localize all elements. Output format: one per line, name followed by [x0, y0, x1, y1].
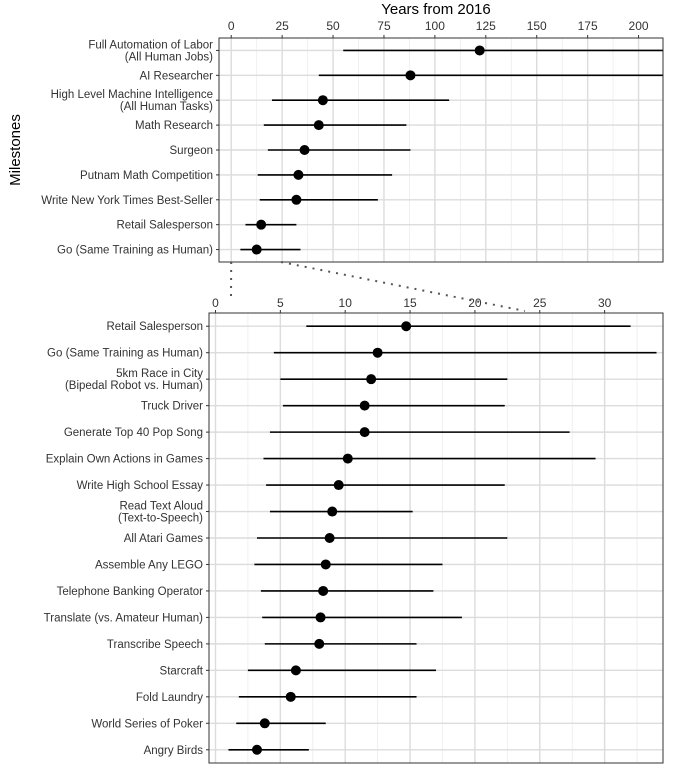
- x-tick-label: 20: [468, 296, 482, 310]
- x-tick-label: 0: [227, 19, 235, 33]
- median-point: [316, 612, 326, 622]
- median-point: [314, 639, 324, 649]
- x-tick-label: 200: [628, 19, 649, 33]
- median-point: [373, 348, 383, 358]
- x-tick-label: 100: [424, 19, 445, 33]
- milestone-label-line: (All Human Jobs): [124, 51, 213, 64]
- milestone-label-line: Putnam Math Competition: [80, 169, 213, 182]
- milestone-label-line: AI Researcher: [139, 70, 213, 83]
- x-tick-label: 25: [275, 19, 289, 33]
- x-tick-label: 175: [577, 19, 598, 33]
- milestone-label: [139, 70, 213, 82]
- median-point: [318, 586, 328, 596]
- milestone-label-line: Retail Salesperson: [116, 219, 213, 232]
- milestone-label-line: Read Text Aloud: [119, 500, 203, 513]
- milestone-label: [141, 401, 203, 413]
- median-point: [325, 533, 335, 543]
- milestone-label-line: Fold Laundry: [135, 691, 203, 704]
- median-point: [321, 559, 331, 569]
- milestone-label-line: (Bipedal Robot vs. Human): [64, 380, 203, 393]
- milestone-label: [95, 559, 203, 571]
- milestone-label: [144, 745, 204, 757]
- median-point: [343, 454, 353, 464]
- milestone-label-line: Go (Same Training as Human): [47, 347, 203, 360]
- milestone-label: [88, 39, 213, 63]
- milestone-label-line: 5km Race in City: [116, 368, 203, 381]
- milestone-label-line: (Text-to-Speech): [117, 512, 203, 525]
- median-point: [291, 665, 301, 675]
- milestone-label-line: Write New York Times Best-Seller: [41, 194, 213, 207]
- milestone-label: [91, 718, 203, 730]
- milestone-label-line: Retail Salesperson: [106, 321, 203, 334]
- milestone-label: [64, 427, 203, 439]
- milestone-label: [41, 195, 213, 207]
- median-point: [405, 70, 415, 80]
- x-tick-label: 75: [377, 19, 391, 33]
- milestone-label-line: Angry Birds: [143, 744, 203, 757]
- milestone-label-line: World Series of Poker: [91, 718, 203, 731]
- x-tick-label: 25: [533, 296, 547, 310]
- milestone-label: [57, 245, 213, 257]
- median-point: [252, 745, 262, 755]
- milestone-label: [124, 533, 203, 545]
- milestone-label-line: Explain Own Actions in Games: [45, 453, 203, 466]
- milestone-label: [65, 368, 203, 392]
- milestone-label-line: Surgeon: [169, 145, 213, 157]
- bottom-panel: [44, 296, 663, 763]
- x-tick-label: 30: [597, 296, 612, 310]
- x-tick-label: 150: [526, 19, 547, 33]
- median-point: [291, 195, 301, 205]
- median-point: [401, 321, 411, 331]
- milestone-label-line: (All Human Tasks): [119, 101, 213, 114]
- median-point: [286, 692, 296, 702]
- median-point: [366, 374, 376, 384]
- x-axis-title: Years from 2016: [381, 1, 491, 18]
- x-tick-label: 0: [212, 296, 219, 310]
- y-axis-title: Milestones: [7, 114, 24, 186]
- milestone-label-line: Math Research: [135, 120, 213, 133]
- milestone-label-line: Generate Top 40 Pop Song: [63, 427, 203, 440]
- median-point: [334, 480, 344, 490]
- milestone-label: [170, 145, 213, 157]
- milestone-label: [51, 89, 214, 113]
- milestone-label: [107, 639, 203, 651]
- median-point: [360, 427, 370, 437]
- milestone-label: [57, 586, 204, 598]
- median-point: [293, 170, 303, 180]
- top-panel: [41, 19, 663, 262]
- milestone-label-line: All Atari Games: [123, 533, 203, 545]
- milestone-label-line: Starcraft: [159, 665, 203, 678]
- milestone-label: [47, 348, 203, 360]
- median-point: [475, 45, 485, 55]
- milestone-label: [77, 480, 204, 492]
- median-point: [327, 507, 337, 517]
- median-point: [300, 145, 310, 155]
- median-point: [256, 220, 266, 230]
- milestone-label-line: Write High School Essay: [76, 480, 203, 493]
- milestone-label: [106, 321, 203, 333]
- milestone-label: [160, 665, 204, 677]
- x-tick-label: 5: [276, 296, 284, 310]
- milestone-label: [80, 170, 213, 182]
- milestone-label-line: Transcribe Speech: [106, 638, 203, 651]
- milestone-label-line: High Level Machine Intelligence: [50, 89, 213, 102]
- x-tick-label: 10: [338, 296, 352, 310]
- milestone-label: [135, 120, 213, 132]
- median-point: [318, 95, 328, 105]
- milestone-label-line: Truck Driver: [140, 400, 203, 413]
- milestone-label-line: Translate (vs. Amateur Human): [43, 612, 203, 625]
- milestone-label: [44, 612, 204, 624]
- median-point: [360, 401, 370, 411]
- x-tick-label: 50: [326, 19, 340, 33]
- median-point: [252, 245, 262, 255]
- milestone-label: [116, 220, 213, 232]
- milestone-label: [136, 692, 203, 704]
- x-tick-label: 15: [403, 296, 417, 310]
- milestone-label-line: Full Automation of Labor: [88, 39, 213, 52]
- milestone-label-line: Go (Same Training as Human): [57, 244, 213, 257]
- milestone-label: [118, 501, 203, 525]
- milestone-label-line: Telephone Banking Operator: [56, 585, 203, 598]
- x-tick-label: 125: [475, 19, 496, 33]
- milestone-label: [46, 454, 203, 466]
- milestone-label-line: Assemble Any LEGO: [94, 559, 203, 572]
- median-point: [314, 120, 324, 130]
- median-point: [260, 718, 270, 728]
